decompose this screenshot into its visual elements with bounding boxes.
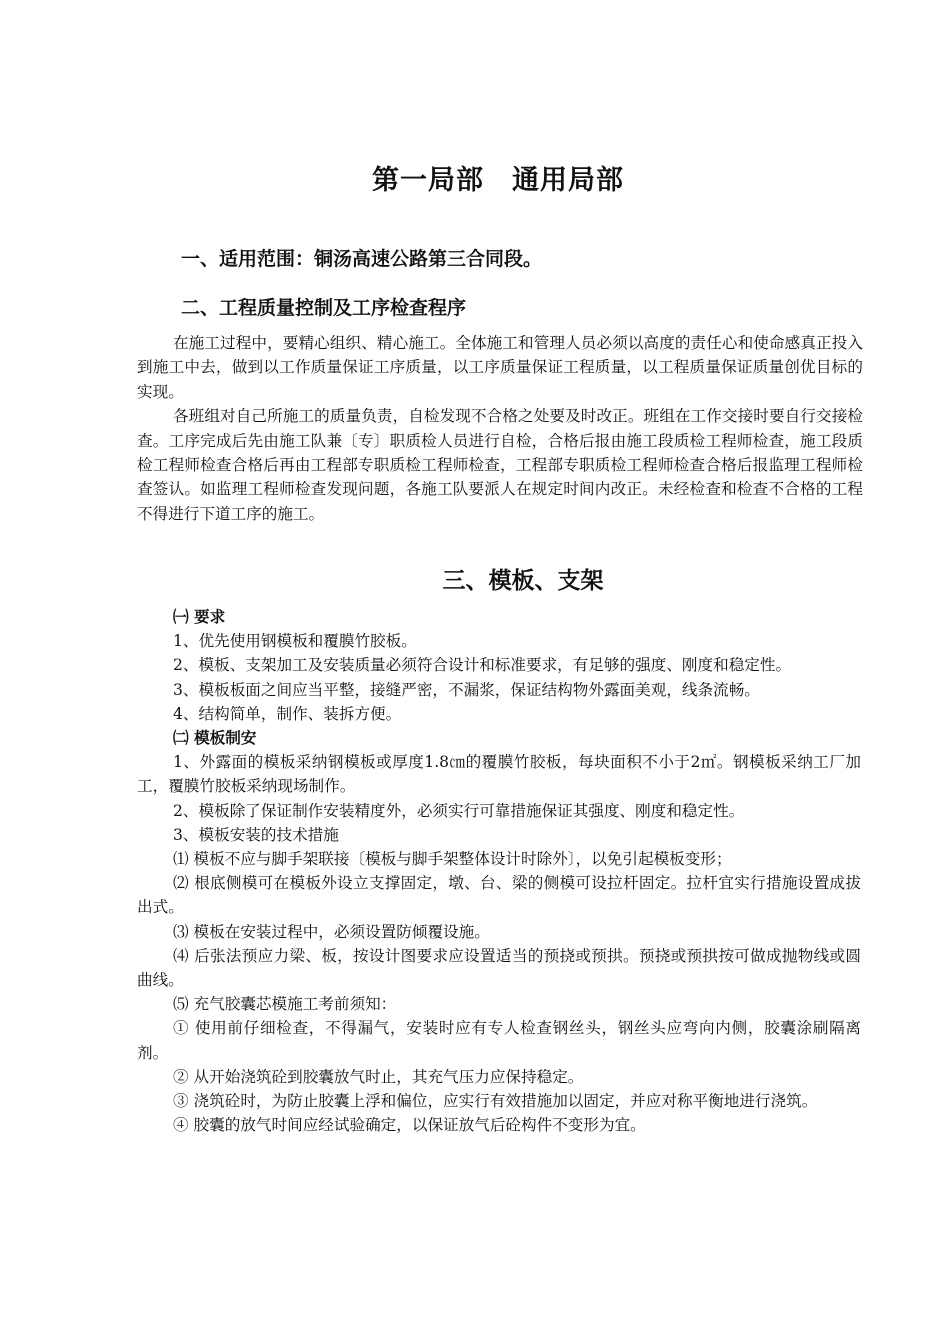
- list-item: ① 使用前仔细检查，不得漏气，安装时应有专人检查钢丝头，钢丝头应弯向内侧，胶囊涂刷隔离剂。: [137, 1019, 861, 1062]
- quality-control-body: [137, 331, 863, 526]
- list-item: ③ 浇筑砼时，为防止胶囊上浮和偏位，应实行有效措施加以固定，并应对称平衡地进行浇筑。: [173, 1092, 818, 1111]
- list-item: 2、模板、支架加工及安装质量必须符合设计和标准要求，有足够的强度、刚度和稳定性。: [173, 656, 792, 675]
- list-item: 1、外露面的模板采纳钢模板或厚度1.8㎝的覆膜竹胶板，每块面积不小于2㎡。钢模板采纳工厂加工，覆膜竹胶板采纳现场制作。: [137, 753, 861, 796]
- list-item: 3、模板板面之间应当平整，接缝严密，不漏浆，保证结构物外露面美观，线条流畅。: [173, 680, 760, 699]
- paragraph: 各班组对自己所施工的质量负责，自检发现不合格之处要及时改正。班组在工作交接时要自行交接检查。工序完成后先由施工队兼〔专〕职质检人员进行自检，合格后报由施工段质检工程师检查，施工段质检工程师检查合格后再由工程部专职质检工程师检查，工程部专职质检工程师检查合格后报监理工程师检查签认。如监理工程师检查发现问题，各施工队要派人在规定时间内改正。未经检查和检查不合格的工程不得进行下道工序的施工。: [137, 407, 863, 523]
- list-item: ④ 胶囊的放气时间应经试验确定，以保证放气后砼构件不变形为宜。: [173, 1116, 646, 1135]
- list-item: 1、优先使用钢模板和覆膜竹胶板。: [173, 632, 417, 651]
- section-heading-quality-control: 二、工程质量控制及工序检查程序: [181, 297, 467, 319]
- list-item: ⑸ 充气胶囊芯模施工考前须知：: [173, 995, 397, 1014]
- formwork-list: [137, 605, 861, 1137]
- section-heading-scope: 一、适用范围：铜汤高速公路第三合同段。: [181, 248, 543, 270]
- list-item: ② 从开始浇筑砼到胶囊放气时止，其充气压力应保持稳定。: [173, 1067, 584, 1086]
- section-heading-formwork: 三、模板、支架: [442, 568, 604, 594]
- subsection-heading: ㈠ 要求: [173, 608, 226, 626]
- page-title: 第一局部 通用局部: [372, 165, 624, 196]
- list-item: ⑷ 后张法预应力梁、板，按设计图要求应设置适当的预挠或预拱。预挠或预拱按可做成抛物线或圆曲线。: [137, 946, 861, 990]
- list-item: ⑵ 根底侧模可在模板外设立支撑固定，墩、台、梁的侧模可设拉杆固定。拉杆宜实行措施设置成拔出式。: [137, 874, 861, 917]
- list-item: ⑶ 模板在安装过程中，必须设置防倾覆设施。: [173, 922, 490, 941]
- list-item: 3、模板安装的技术措施: [173, 825, 339, 844]
- list-item: ⑴ 模板不应与脚手架联接〔模板与脚手架整体设计时除外〕，以免引起模板变形；: [173, 850, 732, 869]
- paragraph: 在施工过程中，要精心组织、精心施工。全体施工和管理人员必须以高度的责任心和使命感真正投入到施工中去，做到以工作质量保证工序质量，以工序质量保证工程质量，以工程质量保证质量创优目标的实现。: [137, 334, 863, 401]
- list-item: 4、结构简单，制作、装拆方便。: [173, 704, 402, 723]
- subsection-heading: ㈡ 模板制安: [173, 729, 257, 748]
- list-item: 2、模板除了保证制作安装精度外，必须实行可靠措施保证其强度、刚度和稳定性。: [173, 801, 745, 820]
